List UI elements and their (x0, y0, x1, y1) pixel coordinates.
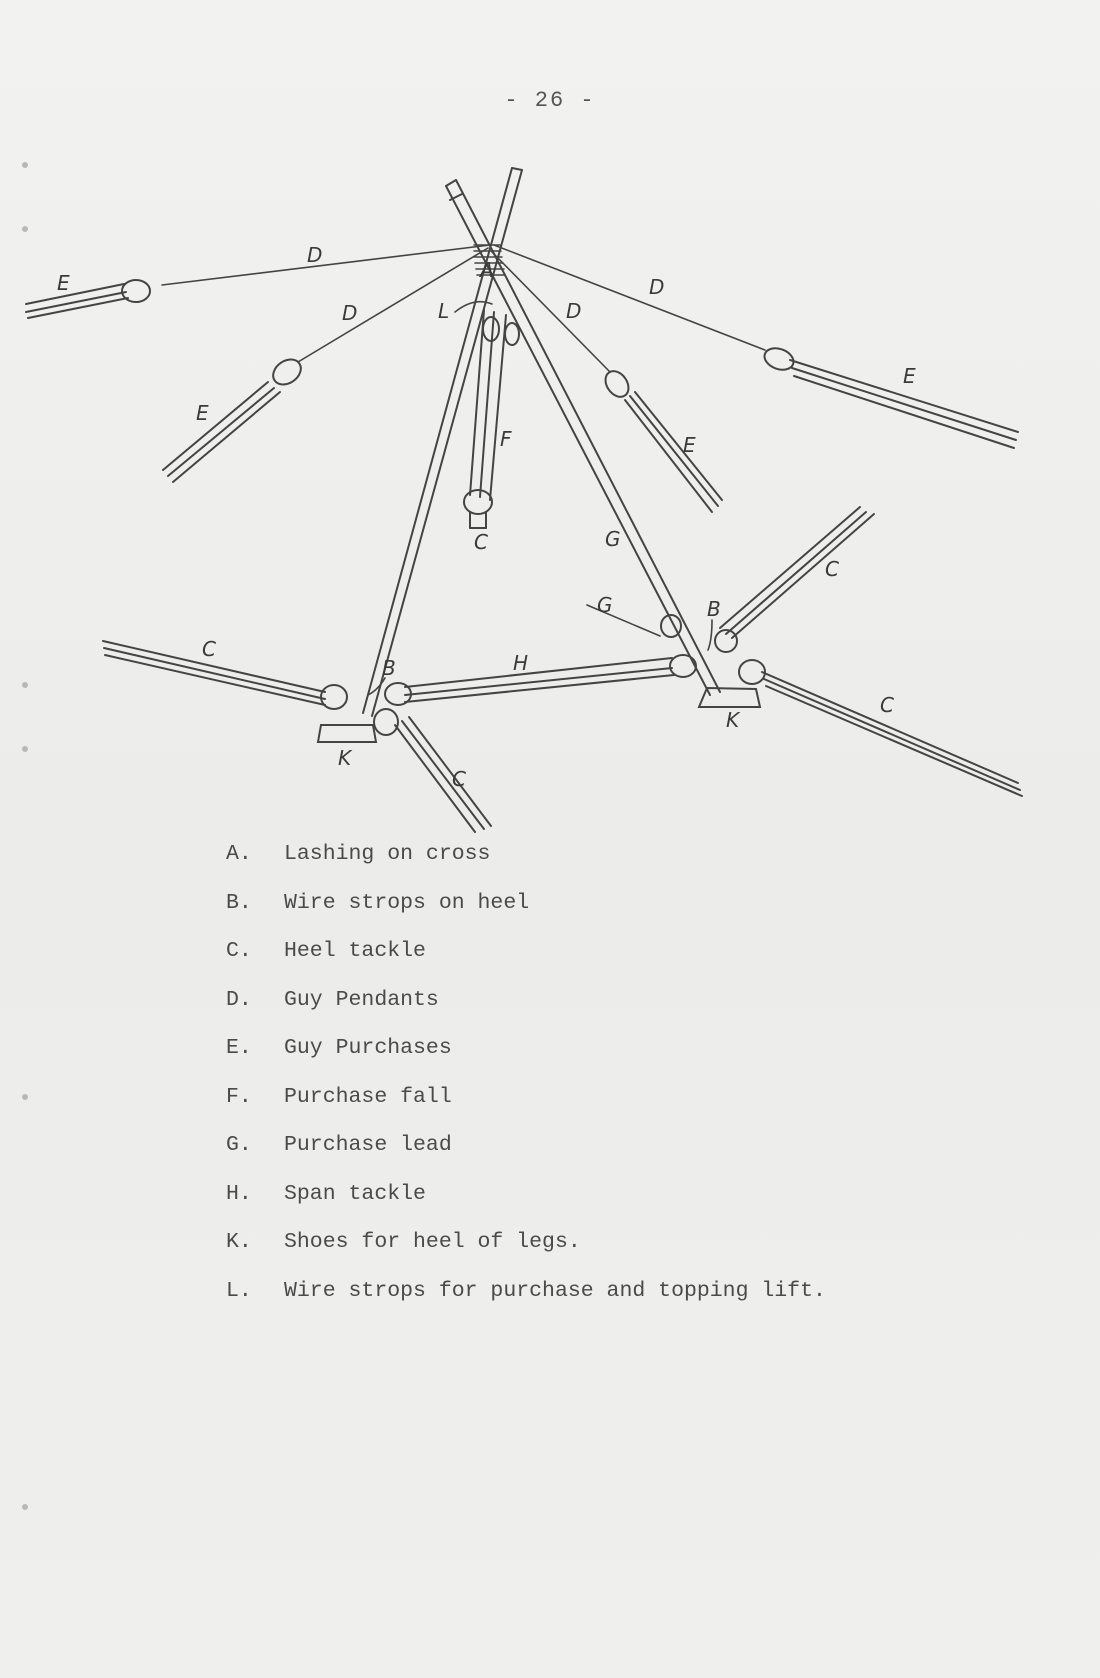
legend-item-l (226, 1279, 1026, 1328)
legend-key: H. (226, 1181, 252, 1206)
guy-purchases (26, 284, 1018, 512)
label-lashing: A (480, 258, 494, 282)
legend-item-h (226, 1182, 1026, 1231)
legend-key: B. (226, 890, 252, 915)
label-strop-b: B (707, 597, 721, 621)
label-purchase: E (683, 433, 696, 457)
label-shoe: K (338, 746, 352, 770)
label-span: H (513, 651, 529, 675)
legend-item-g (226, 1133, 1026, 1182)
legend-text: Wire strops for purchase and topping lift. (284, 1278, 826, 1303)
label-heel-tackle: C (452, 767, 466, 791)
legend-text: Guy Purchases (284, 1036, 452, 1060)
legend-key: D. (226, 987, 252, 1012)
page-number: - 26 - (504, 88, 596, 113)
legend-key: C. (226, 939, 252, 963)
legend-key: E. (226, 1036, 252, 1060)
label-purchase: E (903, 364, 916, 388)
label-heel-tackle: C (202, 637, 216, 661)
label-heel-tackle: C (825, 557, 839, 581)
label-fall-end: C (474, 530, 488, 554)
label-shoe: K (726, 708, 740, 732)
label-pendant: D (649, 275, 665, 299)
legend-text: Shoes for heel of legs. (284, 1230, 581, 1254)
legend-text: Guy Pendants (284, 987, 439, 1012)
legend-key: K. (226, 1230, 252, 1254)
legend-item-a (226, 842, 1026, 891)
label-lead: G (597, 593, 613, 617)
legend-text: Span tackle (284, 1181, 426, 1206)
label-lead: G (605, 527, 621, 551)
legend-text: Wire strops on heel (284, 890, 530, 915)
label-strop-b: B (382, 656, 396, 680)
label-pendant: D (342, 301, 358, 325)
legend (226, 842, 1026, 1327)
purchase-fall (464, 310, 519, 528)
legend-item-e (226, 1036, 1026, 1085)
legend-item-f (226, 1085, 1026, 1134)
label-fall: F (500, 427, 512, 451)
legend-item-d (226, 988, 1026, 1037)
legend-text: Heel tackle (284, 939, 426, 963)
legend-key: G. (226, 1133, 252, 1157)
label-pendant: D (307, 243, 323, 267)
legend-item-b (226, 891, 1026, 940)
legend-text: Purchase fall (284, 1084, 452, 1109)
legend-item-k (226, 1230, 1026, 1279)
legend-key: F. (226, 1084, 252, 1109)
punch-hole (22, 1094, 28, 1100)
label-purchase: E (57, 271, 70, 295)
legend-text: Lashing on cross (284, 842, 491, 866)
label-purchase: E (196, 401, 209, 425)
legend-key: L. (226, 1278, 252, 1303)
strop-b-arrows (368, 620, 712, 695)
label-strop-l: L (438, 299, 450, 323)
legend-text: Purchase lead (284, 1133, 452, 1157)
punch-hole (22, 1504, 28, 1510)
legend-item-c (226, 939, 1026, 988)
legend-key: A. (226, 842, 252, 866)
label-pendant: D (566, 299, 582, 323)
span-tackle (385, 655, 696, 705)
guy-blocks (122, 280, 797, 401)
guy-pendants (162, 245, 765, 372)
label-heel-tackle: C (880, 693, 894, 717)
